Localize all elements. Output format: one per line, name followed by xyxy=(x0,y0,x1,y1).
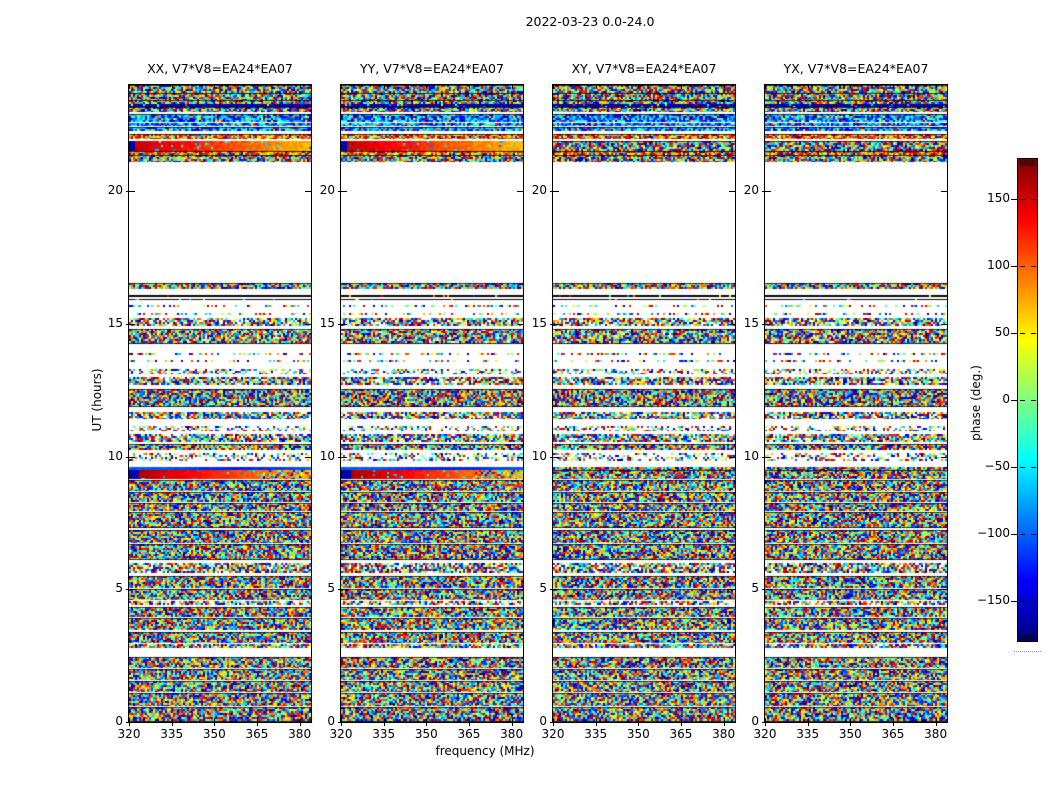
x-tick-mark xyxy=(638,723,639,726)
figure-title: 2022-03-23 0.0-24.0 xyxy=(525,14,655,29)
x-tick-mark xyxy=(765,718,766,722)
x-tick-label: 320 xyxy=(541,727,565,741)
heatmap-canvas-XX xyxy=(129,85,311,722)
x-tick-mark xyxy=(129,85,130,89)
colorbar-tick-label: 100 xyxy=(987,258,1010,273)
x-tick-mark xyxy=(214,723,215,726)
y-tick-label: 20 xyxy=(319,183,335,198)
x-tick-mark xyxy=(384,723,385,726)
x-tick-label: 335 xyxy=(160,727,184,741)
colorbar-tick-mark xyxy=(1031,467,1036,468)
x-tick-mark xyxy=(426,85,427,89)
x-tick-label: 350 xyxy=(202,727,226,741)
x-tick-label: 335 xyxy=(796,727,820,741)
x-tick-mark xyxy=(512,85,513,89)
heatmap-canvas-XY xyxy=(553,85,735,722)
y-tick-label: 0 xyxy=(539,714,547,728)
y-axis-label: UT (hours) xyxy=(90,368,104,432)
x-tick-label: 350 xyxy=(414,727,438,741)
y-tick-mark xyxy=(550,457,559,458)
y-tick-mark xyxy=(338,589,347,590)
x-tick-mark xyxy=(300,85,301,89)
x-tick-mark xyxy=(129,723,130,726)
colorbar-extend-dotted-line xyxy=(1014,651,1041,652)
colorbar-tick-mark xyxy=(1020,333,1025,334)
colorbar-tick-mark xyxy=(1031,266,1036,267)
x-tick-mark xyxy=(553,723,554,726)
y-tick-mark xyxy=(550,324,559,325)
x-tick-mark xyxy=(172,718,173,722)
x-tick-mark xyxy=(553,718,554,722)
x-tick-mark xyxy=(129,718,130,722)
y-tick-label: 20 xyxy=(743,183,759,198)
colorbar-tick-mark xyxy=(1020,467,1025,468)
y-tick-label: 15 xyxy=(319,315,335,330)
x-tick-mark xyxy=(341,723,342,726)
panel-YY xyxy=(340,84,524,723)
x-tick-mark xyxy=(384,85,385,89)
y-tick-mark xyxy=(338,324,347,325)
y-tick-mark xyxy=(762,324,771,325)
colorbar-tick-mark xyxy=(1020,400,1025,401)
panel-title-YX: YX, V7*V8=EA24*EA07 xyxy=(783,61,929,76)
x-tick-label: 320 xyxy=(329,727,353,741)
x-tick-mark xyxy=(808,718,809,722)
panel-YX xyxy=(764,84,948,723)
x-tick-mark xyxy=(214,85,215,89)
y-tick-label: 10 xyxy=(531,448,547,463)
x-tick-mark xyxy=(681,723,682,726)
x-tick-label: 365 xyxy=(245,727,269,741)
colorbar-tick-mark xyxy=(1031,601,1036,602)
x-tick-label: 365 xyxy=(881,727,905,741)
colorbar-tick-mark xyxy=(1020,601,1025,602)
x-tick-mark xyxy=(808,723,809,726)
y-tick-mark xyxy=(762,191,771,192)
y-tick-label: 0 xyxy=(327,714,335,728)
y-tick-label: 0 xyxy=(115,714,123,728)
panel-title-YY: YY, V7*V8=EA24*EA07 xyxy=(360,61,504,76)
colorbar-tick-mark xyxy=(1011,266,1017,267)
x-tick-mark xyxy=(341,718,342,722)
x-tick-mark xyxy=(384,718,385,722)
y-tick-label: 20 xyxy=(531,183,547,198)
colorbar-tick-mark xyxy=(1031,333,1036,334)
x-tick-mark xyxy=(765,723,766,726)
y-tick-mark xyxy=(126,457,135,458)
x-tick-mark xyxy=(214,718,215,722)
y-tick-mark xyxy=(762,457,771,458)
x-tick-mark xyxy=(257,718,258,722)
colorbar-tick-mark xyxy=(1011,467,1017,468)
colorbar-tick-label: −150 xyxy=(977,592,1010,607)
x-tick-mark xyxy=(596,723,597,726)
panel-XX xyxy=(128,84,312,723)
x-tick-mark xyxy=(893,723,894,726)
x-tick-mark xyxy=(469,85,470,89)
y-tick-mark xyxy=(550,589,559,590)
y-tick-label: 5 xyxy=(751,581,759,596)
y-tick-mark xyxy=(550,722,559,723)
colorbar-tick-label: 0 xyxy=(1002,392,1010,406)
x-tick-mark xyxy=(257,723,258,726)
y-tick-label: 5 xyxy=(115,581,123,596)
x-tick-mark xyxy=(681,85,682,89)
colorbar-tick-label: 150 xyxy=(987,191,1010,206)
y-tick-label: 5 xyxy=(539,581,547,596)
y-tick-mark xyxy=(941,589,947,590)
x-tick-label: 335 xyxy=(584,727,608,741)
x-tick-mark xyxy=(596,718,597,722)
colorbar-tick-mark xyxy=(1020,534,1025,535)
x-tick-mark xyxy=(850,718,851,722)
colorbar-tick-mark xyxy=(1011,333,1017,334)
colorbar-tick-mark xyxy=(1011,534,1017,535)
y-tick-label: 0 xyxy=(751,714,759,728)
y-tick-mark xyxy=(126,324,135,325)
x-tick-mark xyxy=(936,723,937,726)
x-tick-mark xyxy=(469,718,470,722)
y-tick-label: 10 xyxy=(319,448,335,463)
x-tick-mark xyxy=(936,718,937,722)
x-tick-label: 320 xyxy=(753,727,777,741)
x-tick-mark xyxy=(172,85,173,89)
x-tick-mark xyxy=(553,85,554,89)
x-tick-label: 380 xyxy=(500,727,524,741)
y-tick-label: 10 xyxy=(743,448,759,463)
panel-title-XX: XX, V7*V8=EA24*EA07 xyxy=(147,61,293,76)
x-tick-label: 350 xyxy=(838,727,862,741)
colorbar-tick-mark xyxy=(1031,534,1036,535)
x-tick-label: 365 xyxy=(457,727,481,741)
y-tick-label: 15 xyxy=(107,315,123,330)
y-tick-label: 15 xyxy=(743,315,759,330)
x-tick-mark xyxy=(724,85,725,89)
y-tick-mark xyxy=(126,722,135,723)
y-tick-mark xyxy=(762,722,771,723)
y-tick-mark xyxy=(941,457,947,458)
x-tick-label: 350 xyxy=(626,727,650,741)
x-tick-label: 335 xyxy=(372,727,396,741)
heatmap-canvas-YX xyxy=(765,85,947,722)
x-tick-mark xyxy=(765,85,766,89)
y-tick-mark xyxy=(941,324,947,325)
y-tick-mark xyxy=(550,191,559,192)
x-tick-mark xyxy=(808,85,809,89)
y-tick-label: 5 xyxy=(327,581,335,596)
x-tick-mark xyxy=(172,723,173,726)
x-tick-mark xyxy=(469,723,470,726)
x-tick-mark xyxy=(850,723,851,726)
x-tick-mark xyxy=(638,85,639,89)
y-tick-mark xyxy=(126,191,135,192)
colorbar-tick-mark xyxy=(1011,199,1017,200)
heatmap-canvas-YY xyxy=(341,85,523,722)
x-tick-label: 380 xyxy=(924,727,948,741)
y-tick-mark xyxy=(338,191,347,192)
x-tick-label: 320 xyxy=(117,727,141,741)
colorbar-tick-mark xyxy=(1031,199,1036,200)
panel-title-XY: XY, V7*V8=EA24*EA07 xyxy=(571,61,717,76)
x-tick-label: 380 xyxy=(288,727,312,741)
y-tick-mark xyxy=(338,457,347,458)
colorbar-tick-mark xyxy=(1011,400,1017,401)
colorbar-tick-mark xyxy=(1020,266,1025,267)
x-tick-mark xyxy=(638,718,639,722)
x-tick-mark xyxy=(257,85,258,89)
y-tick-label: 10 xyxy=(107,448,123,463)
colorbar-tick-label: 50 xyxy=(994,325,1010,340)
y-tick-mark xyxy=(338,722,347,723)
x-tick-label: 380 xyxy=(712,727,736,741)
colorbar-tick-mark xyxy=(1020,199,1025,200)
y-tick-mark xyxy=(941,722,947,723)
y-tick-mark xyxy=(126,589,135,590)
colorbar-tick-label: −50 xyxy=(984,458,1010,473)
colorbar-tick-label: −100 xyxy=(977,525,1010,540)
x-axis-label: frequency (MHz) xyxy=(435,744,535,758)
y-tick-mark xyxy=(941,191,947,192)
x-tick-mark xyxy=(893,85,894,89)
x-tick-mark xyxy=(426,718,427,722)
colorbar-tick-mark xyxy=(1011,601,1017,602)
x-tick-label: 365 xyxy=(669,727,693,741)
panel-XY xyxy=(552,84,736,723)
y-tick-label: 15 xyxy=(531,315,547,330)
x-tick-mark xyxy=(596,85,597,89)
x-tick-mark xyxy=(850,85,851,89)
x-tick-mark xyxy=(681,718,682,722)
y-tick-mark xyxy=(762,589,771,590)
colorbar-label: phase (deg.) xyxy=(969,365,983,441)
x-tick-mark xyxy=(936,85,937,89)
x-tick-mark xyxy=(426,723,427,726)
y-tick-label: 20 xyxy=(107,183,123,198)
colorbar-tick-mark xyxy=(1031,400,1036,401)
x-tick-mark xyxy=(893,718,894,722)
x-tick-mark xyxy=(341,85,342,89)
